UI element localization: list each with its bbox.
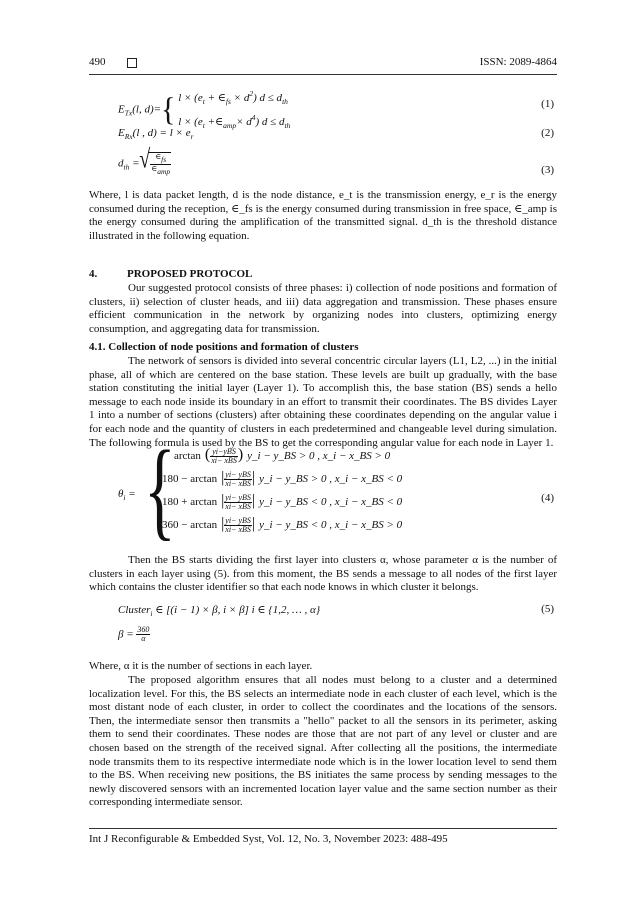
equation-5: Cluster$_i$ ∈ [(i − 1) × β, i × β] i ∈ {1,2, … , α} (118, 604, 321, 618)
section-4-heading: 4. PROPOSED PROTOCOL (89, 268, 253, 280)
case-condition: y_i − y_BS > 0 , x_i − x_BS > 0 (247, 450, 391, 462)
equation-2: $E_{Rx}(l$ , $d) = l \times e_r$ (118, 127, 194, 141)
equation-4-number: (4) (541, 492, 554, 504)
paragraph-where-alpha: Where, α it is the number of sections in each layer. (89, 660, 313, 672)
section-4-paragraph: Our suggested protocol consists of three phases: i) collection of node positions and formation of clusters, ii) selection of cluster heads, and iii) data aggregation and transmission. These phases ensure efficient communication in the network by organizing nodes into clusters, optimizing energy consumption, and aggregating data for transmission. (89, 282, 557, 335)
paragraph-where-energy: Where, l is data packet length, d is the node distance, e_t is the transmission energy, e_r is the energy consumed during the reception, ∈_fs is the energy consumed during transmission in free space, ∈_amp is the energy consumed during the amplification of the transmitted signal. d_th is the threshold distance illustrated in the following equation. (89, 189, 557, 242)
case-prefix: 180 + arctan (162, 496, 218, 508)
page-header (89, 56, 557, 72)
equation-3-number: (3) (541, 164, 554, 176)
equation-4-case-1: arctan ( $\frac{\text{yi−yBS}}{\text{xi− xBS}}$ ) y_i − y_BS > 0 , x_i − x_BS > 0 (174, 446, 391, 465)
case-prefix: 360 − arctan (162, 519, 218, 531)
equation-4-case-3: 180 + arctan | $\frac{\text{yi− yBS}}{\text{xi− xBS}}$ | y_i − y_BS < 0 , x_i − x_BS < 0 (162, 492, 403, 511)
case-condition: y_i − y_BS < 0 , x_i − x_BS > 0 (259, 519, 403, 531)
equation-5-number: (5) (541, 603, 554, 615)
equation-1: $E_{Tx}(l$, d)={ $l \times (e_t$ + $\in_{fs} \times d^2$) $d \le d_{th}$ $l \times (e_t$ $+\in_{amp}\times d^4$) $d \le d_{th}$ (118, 89, 291, 130)
section-4-1-paragraph-3: The proposed algorithm ensures that all nodes must belong to a cluster and a determined localization level. For this, the BS selects an intermediate node in each cluster of each level, which is the most distant node of each cluster, in order to collect the coordinates and the locations of the sensors. Then, the intermediate sensor then transmits a "hello" packet to all the sensors in its perimeter, asking them to send their coordinates. These nodes are those that are not part of any level or cluster and are chosen based on the strength of the received signal. After collecting all the positions, the intermediate node transmits them to its respective intermediate node which is in the lower location level to send them to the BS. When receiving new positions, the BS initiates the same process by sending messages to the newly discovered sensors with an incremented location layer value and the same section number as their corresponding intermediate sensor. (89, 674, 557, 809)
header-rule (89, 74, 557, 75)
footer-rule (89, 828, 557, 829)
equation-3: $d_{th}$ = √ $\frac{\in fs}{\text{∈amp}}$ (118, 152, 171, 176)
equation-4: $\theta_i$ = { arctan ( $\frac{\text{yi−yBS}}{\text{xi− xBS}}$ ) y_i − y_BS > 0 , x_i − x_BS > 0 180 − arctan | $\frac{\text{yi− yBS}}{\text{xi− xBS}}$ | y_i − y_BS > 0 , x_i − x_BS < 0 180 + arctan | $\frac{\text{yi− yBS}}{\text{xi− xBS}}$ | y_i − y_BS < 0 , x_i − x_BS < 0 360 − arctan | $\frac{\text{yi− yBS}}{\text{xi− xBS}}$ | y_i − y_BS < 0 , x_i − x_BS > 0 (118, 428, 403, 550)
case-prefix: 180 − arctan (162, 473, 218, 485)
case-condition: y_i − y_BS < 0 , x_i − x_BS < 0 (259, 496, 403, 508)
equation-4-case-4: 360 − arctan | $\frac{\text{yi− yBS}}{\text{xi− xBS}}$ | y_i − y_BS < 0 , x_i − x_BS > 0 (162, 515, 403, 534)
section-4-1-paragraph-2: Then the BS starts dividing the first layer into clusters α, whose parameter α is the number of clusters in each layer using (5). from this moment, the BS sends a message to all nodes of the first layer which contains the cluster identifier so that each node knows in which cluster it belongs. (89, 554, 557, 594)
equation-4-case-2: 180 − arctan | $\frac{\text{yi− yBS}}{\text{xi− xBS}}$ | y_i − y_BS > 0 , x_i − x_BS < 0 (162, 469, 403, 488)
section-4-1-paragraph-1: The network of sensors is divided into several concentric circular layers (L1, L2, ...) in the initial phase, all of which are centered on the base station. These levels are built up gradually, with the base station constituting the initial layer (Layer 1). To accomplish this, the base station (BS) sends a hello message to each node inside its boundary in an effort to transmit their coordinates. The BS divides Layer 1 into a number of sections (clusters) after obtaining these coordinates depending on the angular value i for each node and the quantity of clusters in each predetermined and changeable level during simulation. The following formula is used by the BS to get the corresponding angular value for each node in Layer 1. (89, 355, 557, 449)
case-condition: y_i − y_BS > 0 , x_i − x_BS < 0 (259, 473, 403, 485)
equation-beta: β = $\frac{360}{\alpha}$ (118, 625, 150, 644)
equation-1-number: (1) (541, 98, 554, 110)
case-prefix: arctan (174, 450, 201, 462)
page-number: 490 (89, 56, 106, 68)
checkbox-square-icon (127, 58, 137, 68)
issn-label: ISSN: 2089-4864 (479, 56, 557, 68)
page-footer: Int J Reconfigurable & Embedded Syst, Vol. 12, No. 3, November 2023: 488-495 (89, 833, 448, 845)
section-4-1-heading: 4.1. Collection of node positions and formation of clusters (89, 341, 359, 353)
equation-2-number: (2) (541, 127, 554, 139)
